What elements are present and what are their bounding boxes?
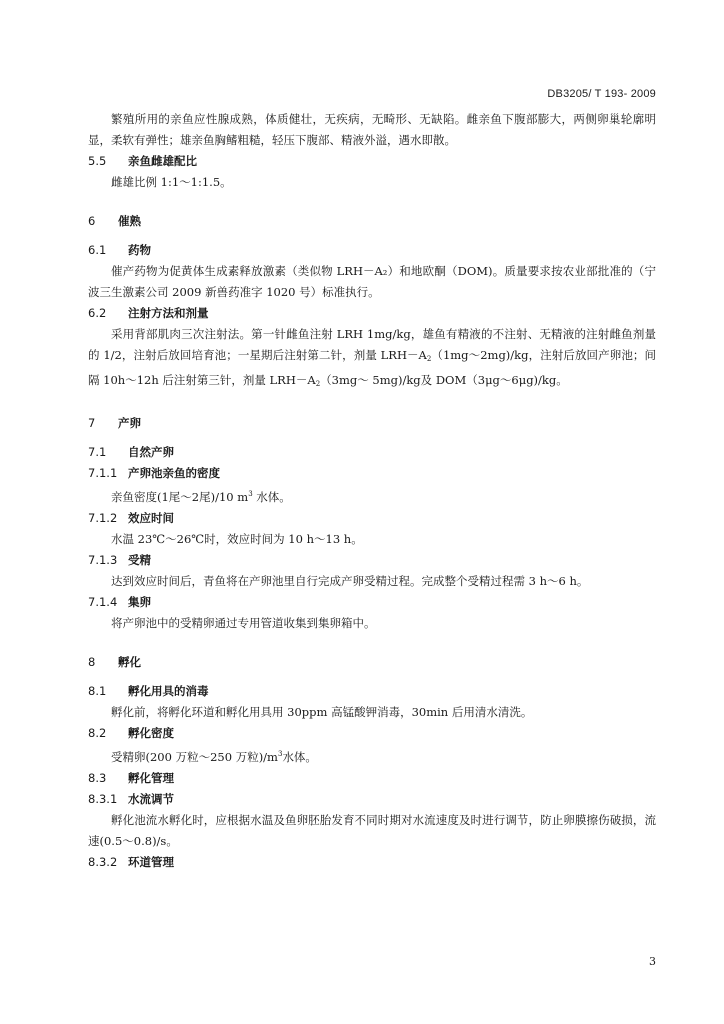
heading-7-1-1 [88, 463, 656, 484]
section-title: 催熟 [118, 214, 141, 228]
heading-6 [88, 211, 656, 232]
superscript: 3 [248, 490, 253, 498]
paragraph-7-1-3: 达到效应时间后，青鱼将在产卵池里自行完成产卵受精过程。完成整个受精过程需 3 h～6 h。 [111, 574, 589, 588]
section-title: 受精 [128, 553, 151, 567]
heading-8 [88, 652, 656, 673]
heading-8-3-2 [88, 852, 656, 873]
text-run: 受精卵(200 万粒～250 万粒)/m [111, 750, 278, 764]
section-number: 8.1 [88, 684, 107, 698]
paragraph-6-2 [88, 324, 656, 395]
section-title: 孵化用具的消毒 [128, 684, 209, 698]
section-title: 水流调节 [128, 792, 174, 806]
text-run: 采用背部肌肉三次注射法。第一针雌鱼注射 LRH 1mg/kg，雄鱼有精液的不注射、无精液的注射雌鱼剂量的 1/2，注射后放回培育池；一星期后注射第二针，剂量 LRH－A [88, 327, 656, 362]
paragraph-8-1: 孵化前，将孵化环道和孵化用具用 30ppm 高锰酸钾消毒，30min 后用清水清洗。 [111, 705, 533, 719]
heading-5-5 [88, 151, 656, 172]
paragraph-7-1-1 [88, 484, 656, 508]
page-number: 3 [649, 955, 656, 968]
section-number: 8.3.1 [88, 792, 118, 806]
section-number: 8.3.2 [88, 855, 118, 869]
section-title: 产卵 [118, 416, 141, 430]
heading-6-2 [88, 303, 656, 324]
text-run: （3mg～ 5mg)/kg及 DOM（3μg～6μg)/kg。 [320, 373, 568, 387]
paragraph-8-3-1: 孵化池流水孵化时，应根据水温及鱼卵胚胎发育不同时期对水流速度及时进行调节，防止卵膜擦伤破损，流速(0.5～0.8)/s。 [88, 813, 656, 848]
section-title: 注射方法和剂量 [128, 306, 209, 320]
standard-number: DB3205/ T 193- 2009 [547, 88, 656, 100]
paragraph-broodstock-quality: 繁殖所用的亲鱼应性腺成熟，体质健壮，无疾病，无畸形、无缺陷。雌亲鱼下腹部膨大，两侧卵巢轮廓明显，柔软有弹性；雄亲鱼胸鳍粗糙，轻压下腹部、精液外溢，遇水即散。 [88, 112, 656, 147]
paragraph-7-1-4: 将产卵池中的受精卵通过专用管道收集到集卵箱中。 [111, 616, 376, 630]
section-title: 产卵池亲鱼的密度 [128, 466, 220, 480]
section-title: 孵化 [118, 655, 141, 669]
section-number: 7.1.3 [88, 553, 118, 567]
section-number: 7.1.2 [88, 511, 118, 525]
paragraph-5-5: 雌雄比例 1:1～1:1.5。 [111, 175, 232, 189]
section-number: 6.1 [88, 243, 107, 257]
superscript: 3 [277, 750, 283, 758]
section-title: 效应时间 [128, 511, 174, 525]
document-body [88, 109, 656, 873]
text-run: 亲鱼密度(1尾～2尾)/10 m [111, 490, 249, 504]
section-title: 亲鱼雌雄配比 [128, 154, 197, 168]
section-number: 7.1.4 [88, 595, 118, 609]
paragraph-8-2 [88, 744, 656, 768]
heading-7 [88, 413, 656, 434]
section-title: 集卵 [128, 595, 151, 609]
section-number: 7 [88, 416, 96, 430]
paragraph-6-1: 催产药物为促黄体生成素释放激素（类似物 LRH－A₂）和地欧酮（DOM)。质量要求按农业部批准的（宁波三生激素公司 2009 新兽药准字 1020 号）标准执行。 [88, 264, 656, 299]
heading-8-3-1 [88, 789, 656, 810]
heading-7-1 [88, 442, 656, 463]
heading-7-1-4 [88, 592, 656, 613]
text-run: （1mg～2mg)/kg，注射后放回产卵池；间隔 10h～12h 后注射第三针，剂量 LRH－A [88, 348, 656, 387]
heading-8-2 [88, 723, 656, 744]
text-run: 水体。 [252, 490, 291, 504]
section-number: 5.5 [88, 154, 107, 168]
section-title: 孵化管理 [128, 771, 174, 785]
section-number: 8 [88, 655, 96, 669]
subscript: 2 [426, 355, 432, 363]
section-title: 孵化密度 [128, 726, 174, 740]
section-number: 6.2 [88, 306, 107, 320]
subscript: 2 [315, 380, 321, 388]
section-title: 环道管理 [128, 855, 174, 869]
section-title: 自然产卵 [128, 445, 174, 459]
heading-8-3 [88, 768, 656, 789]
section-number: 8.2 [88, 726, 107, 740]
heading-8-1 [88, 681, 656, 702]
text-run: 水体。 [282, 750, 317, 764]
section-number: 7.1 [88, 445, 107, 459]
heading-7-1-2 [88, 508, 656, 529]
section-number: 8.3 [88, 771, 107, 785]
section-title: 药物 [128, 243, 151, 257]
section-number: 7.1.1 [88, 466, 118, 480]
heading-7-1-3 [88, 550, 656, 571]
paragraph-7-1-2: 水温 23℃～26℃时，效应时间为 10 h～13 h。 [111, 532, 363, 546]
section-number: 6 [88, 214, 96, 228]
heading-6-1 [88, 240, 656, 261]
